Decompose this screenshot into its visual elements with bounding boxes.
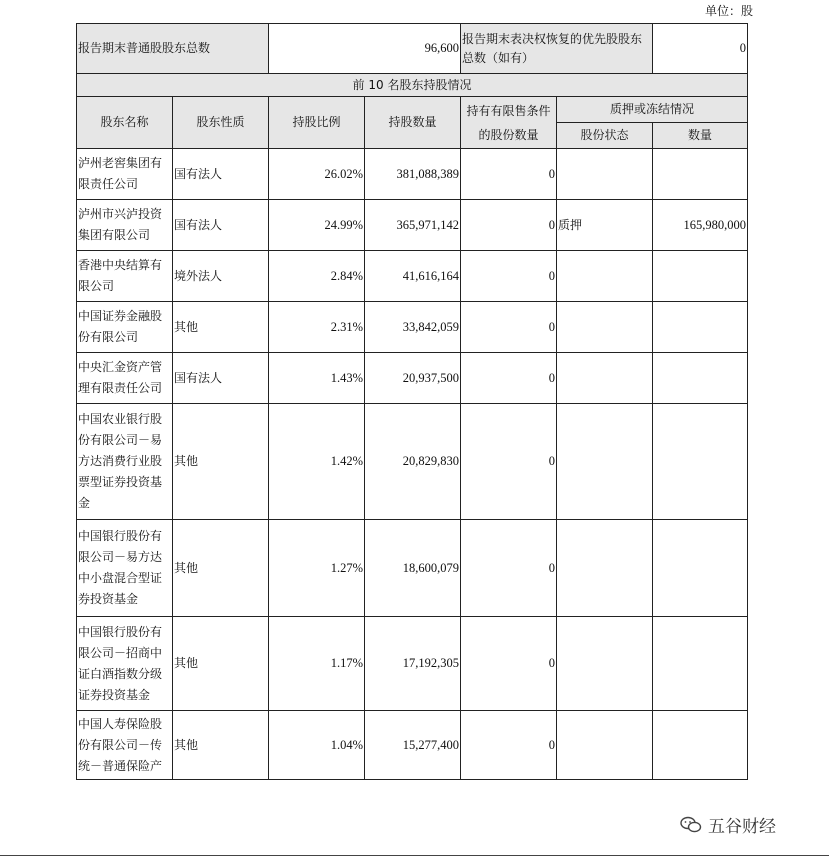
pledge-status [557,149,653,200]
table-row [77,251,748,302]
col-header-pledge-quantity: 数量 [653,123,748,149]
col-header-pledge-status: 股份状态 [557,123,653,149]
pledge-status [557,404,653,520]
wechat-icon [680,816,702,834]
holding-quantity: 17,192,305 [365,617,461,711]
pledged-quantity [653,520,748,617]
header-row-1 [77,97,748,123]
col-header-nature: 股东性质 [173,97,269,149]
shareholder-nature: 国有法人 [173,200,269,251]
restricted-shares: 0 [461,520,557,617]
holding-quantity: 20,937,500 [365,353,461,404]
col-header-name: 股东名称 [77,97,173,149]
restricted-shares: 0 [461,353,557,404]
table-row [77,302,748,353]
pledge-status [557,302,653,353]
preferred-holders-label: 报告期末表决权恢复的优先股股东总数（如有） [461,24,653,74]
summary-row [77,24,748,74]
holding-ratio: 2.31% [269,302,365,353]
table-row [77,353,748,404]
holding-quantity: 33,842,059 [365,302,461,353]
shareholder-name: 泸州市兴泸投资集团有限公司 [77,200,173,251]
holding-ratio: 26.02% [269,149,365,200]
col-header-restricted: 持有有限售条件的股份数量 [461,97,557,149]
col-header-quantity: 持股数量 [365,97,461,149]
shareholder-nature: 其他 [173,302,269,353]
restricted-shares: 0 [461,711,557,780]
pledge-status [557,251,653,302]
preferred-holders-value: 0 [653,24,748,74]
holding-ratio: 1.17% [269,617,365,711]
shareholder-nature: 其他 [173,520,269,617]
watermark-text: 五谷财经 [708,817,776,837]
shareholder-nature: 其他 [173,711,269,780]
shareholder-nature: 其他 [173,404,269,520]
restricted-shares: 0 [461,617,557,711]
restricted-shares: 0 [461,404,557,520]
table-row [77,617,748,711]
restricted-shares: 0 [461,251,557,302]
common-holders-label: 报告期末普通股股东总数 [77,24,269,74]
pledged-quantity [653,711,748,780]
table-row [77,200,748,251]
holding-ratio: 2.84% [269,251,365,302]
restricted-shares: 0 [461,149,557,200]
unit-label: 单位：股 [704,4,753,18]
restricted-shares: 0 [461,302,557,353]
pledged-quantity [653,353,748,404]
table-row [77,149,748,200]
shareholder-name: 中国银行股份有限公司－易方达中小盘混合型证券投资基金 [77,520,173,617]
shareholder-name: 中央汇金资产管理有限责任公司 [77,353,173,404]
holding-ratio: 1.04% [269,711,365,780]
shareholder-name: 中国银行股份有限公司－招商中证白酒指数分级证券投资基金 [77,617,173,711]
shareholder-nature: 其他 [173,617,269,711]
shareholder-nature: 国有法人 [173,353,269,404]
shareholder-name: 中国人寿保险股份有限公司－传统－普通保险产 [77,711,173,780]
holding-quantity: 365,971,142 [365,200,461,251]
table-row [77,404,748,520]
shareholder-nature: 境外法人 [173,251,269,302]
pledge-status [557,617,653,711]
shareholder-name: 中国证券金融股份有限公司 [77,302,173,353]
pledge-status [557,353,653,404]
shareholder-name: 香港中央结算有限公司 [77,251,173,302]
common-holders-value: 96,600 [269,24,461,74]
shareholder-nature: 国有法人 [173,149,269,200]
holding-ratio: 1.43% [269,353,365,404]
col-header-ratio: 持股比例 [269,97,365,149]
table-row [77,520,748,617]
pledged-quantity: 165,980,000 [653,200,748,251]
pledged-quantity [653,149,748,200]
holding-quantity: 18,600,079 [365,520,461,617]
holding-quantity: 381,088,389 [365,149,461,200]
section-title-row [77,74,748,97]
shareholder-name: 中国农业银行股份有限公司－易方达消费行业股票型证券投资基金 [77,404,173,520]
pledge-status: 质押 [557,200,653,251]
shareholder-name: 泸州老窖集团有限责任公司 [77,149,173,200]
watermark [680,812,776,837]
pledge-status [557,711,653,780]
top10-shareholders-table [76,23,748,780]
holding-quantity: 15,277,400 [365,711,461,780]
holding-quantity: 20,829,830 [365,404,461,520]
holding-ratio: 1.42% [269,404,365,520]
holding-ratio: 24.99% [269,200,365,251]
holding-quantity: 41,616,164 [365,251,461,302]
table-row [77,711,748,780]
section-title: 前 10 名股东持股情况 [77,74,748,97]
pledged-quantity [653,617,748,711]
pledged-quantity [653,302,748,353]
pledged-quantity [653,404,748,520]
pledged-quantity [653,251,748,302]
col-header-pledge-group: 质押或冻结情况 [557,97,748,123]
restricted-shares: 0 [461,200,557,251]
page-bottom-border [0,855,829,856]
pledge-status [557,520,653,617]
holding-ratio: 1.27% [269,520,365,617]
